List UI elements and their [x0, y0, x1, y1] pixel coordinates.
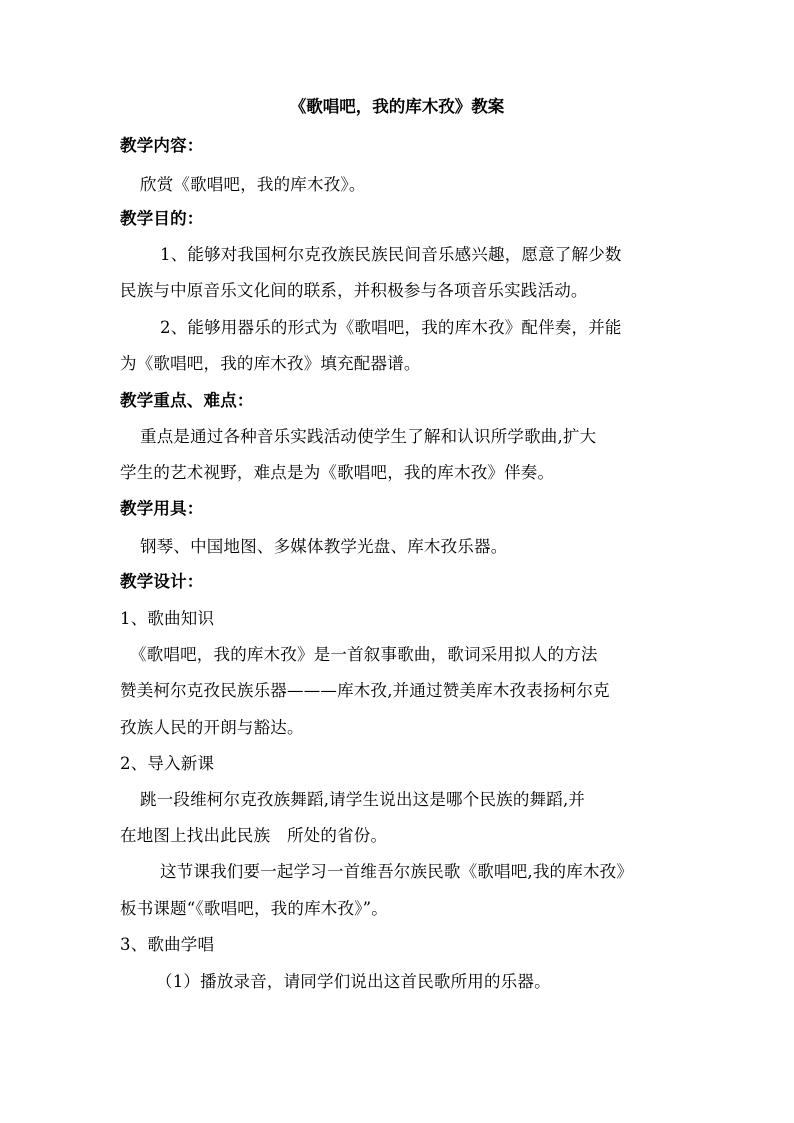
- teaching-content-text: 欣赏《歌唱吧，我的库木孜》。: [140, 175, 366, 194]
- step3-heading: 3、歌曲学唱: [120, 935, 215, 954]
- teaching-goal-heading: 教学目的：: [120, 209, 204, 228]
- step3-line1: （1）播放录音，请同学们说出这首民歌所用的乐器。: [156, 972, 551, 991]
- teaching-tools-text: 钢琴、中国地图、多媒体教学光盘、库木孜乐器。: [140, 537, 508, 556]
- step2-heading: 2、导入新课: [120, 754, 215, 773]
- key-points-heading: 教学重点、难点：: [120, 391, 254, 410]
- teaching-goal-1-line1: 1、能够对我国柯尔克孜族民族民间音乐感兴趣，愿意了解少数: [160, 245, 622, 264]
- teaching-design-heading: 教学设计：: [120, 572, 204, 591]
- step1-heading: 1、歌曲知识: [120, 609, 215, 628]
- step1-line2: 赞美柯尔克孜民族乐器———库木孜,并通过赞美库木孜表扬柯尔克: [120, 681, 610, 700]
- step2-line1: 跳一段维柯尔克孜族舞蹈,请学生说出这是哪个民族的舞蹈,并: [140, 790, 586, 809]
- teaching-goal-1-line2: 民族与中原音乐文化间的联系，并积极参与各项音乐实践活动。: [120, 281, 588, 300]
- step1-line3: 孜族人民的开朗与豁达。: [120, 718, 304, 737]
- step2-line2: 在地图上找出此民族 所处的省份。: [120, 826, 388, 845]
- key-points-line2: 学生的艺术视野，难点是为《歌唱吧，我的库木孜》伴奏。: [120, 463, 555, 482]
- step2-line4: 板书课题“《歌唱吧，我的库木孜》”。: [120, 899, 388, 918]
- teaching-tools-heading: 教学用具：: [120, 499, 204, 518]
- step1-line1: 《歌唱吧，我的库木孜》是一首叙事歌曲，歌词采用拟人的方法: [130, 645, 598, 664]
- step2-line3: 这节课我们要一起学习一首维吾尔族民歌《歌唱吧,我的库木孜》: [160, 862, 634, 881]
- teaching-goal-2-line1: 2、能够用器乐的形式为《歌唱吧，我的库木孜》配伴奏，并能: [160, 318, 622, 337]
- document-title: 《歌唱吧，我的库木孜》教案: [289, 97, 505, 116]
- key-points-line1: 重点是通过各种音乐实践活动使学生了解和认识所学歌曲,扩大: [140, 427, 597, 446]
- teaching-goal-2-line2: 为《歌唱吧，我的库木孜》填充配器谱。: [120, 354, 421, 373]
- teaching-content-heading: 教学内容：: [120, 136, 204, 155]
